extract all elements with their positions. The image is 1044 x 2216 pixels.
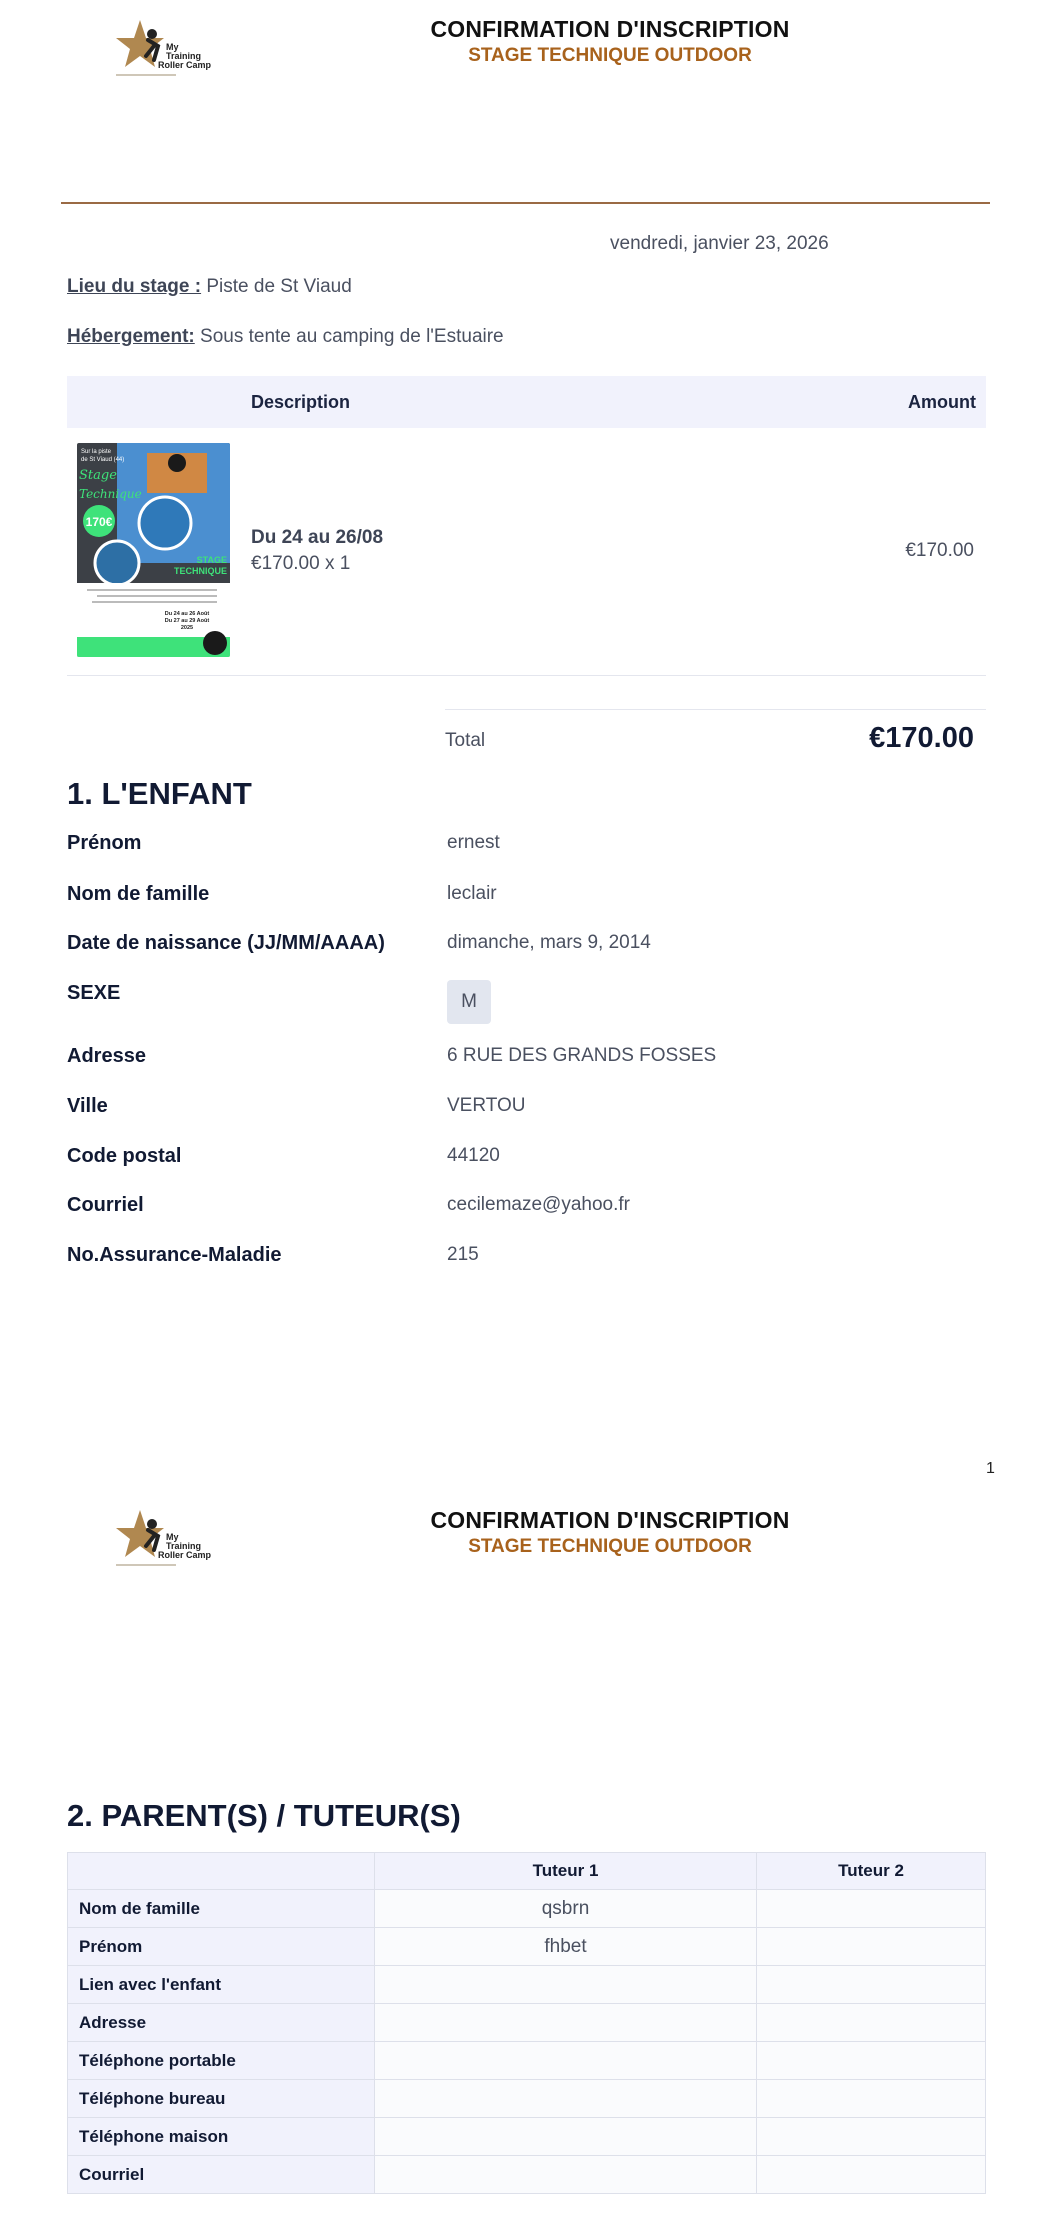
page-number: 1 [986, 1460, 995, 1477]
field-label-prenom: Prénom [67, 832, 142, 854]
table-row [68, 2118, 986, 2156]
row-t2-nom [757, 1890, 986, 1928]
row-t1-adresse [375, 2004, 757, 2042]
section-title-enfant: 1. L'ENFANT [67, 776, 252, 811]
field-label-code-postal: Code postal [67, 1145, 182, 1167]
row-label-nom: Nom de famille [68, 1890, 375, 1928]
poster-date-1: Du 24 au 26 Août [164, 611, 210, 617]
parents-table-header [68, 1853, 986, 1890]
total-divider [445, 709, 986, 710]
document-subtitle: STAGE TECHNIQUE OUTDOOR [468, 45, 752, 66]
col-amount: Amount [908, 392, 976, 412]
row-label-tel-portable: Téléphone portable [68, 2042, 375, 2080]
field-value-sexe-chip: M [447, 980, 491, 1024]
item-price-qty: €170.00 x 1 [251, 553, 351, 574]
poster-technique: Technique [79, 487, 142, 501]
lieu-du-stage [67, 276, 352, 298]
row-t1-prenom: fhbet [375, 1928, 757, 1966]
poster-line-2: de St Viaud (44) [81, 457, 125, 463]
row-label-tel-bureau: Téléphone bureau [68, 2080, 375, 2118]
field-value-ville: VERTOU [447, 1095, 526, 1116]
row-label-courriel: Courriel [68, 2156, 375, 2194]
row-label-prenom: Prénom [68, 1928, 375, 1966]
table-row [68, 2004, 986, 2042]
row-t1-courriel [375, 2156, 757, 2194]
field-value-date-naissance: dimanche, mars 9, 2014 [447, 932, 651, 953]
hebergement [67, 326, 504, 348]
logo-text-3: Roller Camp [158, 60, 212, 70]
row-t2-tel-maison [757, 2118, 986, 2156]
row-t2-courriel [757, 2156, 986, 2194]
document-title-page-2: CONFIRMATION D'INSCRIPTION [430, 1507, 790, 1533]
item-title: Du 24 au 26/08 [251, 527, 384, 548]
row-label-lien: Lien avec l'enfant [68, 1966, 375, 2004]
parents-table [67, 1852, 986, 2194]
document-date: vendredi, janvier 23, 2026 [610, 233, 829, 254]
row-t1-tel-maison [375, 2118, 757, 2156]
row-t2-tel-bureau [757, 2080, 986, 2118]
logo-text-1: My [166, 42, 179, 52]
col-description: Description [251, 392, 351, 412]
document-title: CONFIRMATION D'INSCRIPTION [430, 16, 790, 42]
col-tuteur-1: Tuteur 1 [375, 1853, 757, 1890]
field-label-assurance: No.Assurance-Maladie [67, 1244, 282, 1266]
row-label-adresse: Adresse [68, 2004, 375, 2042]
poster-stage: Stage [79, 468, 117, 483]
document-title-block-page-2 [380, 1507, 840, 1558]
table-row [68, 2042, 986, 2080]
lieu-label: Lieu du stage : [67, 276, 202, 297]
row-t1-nom: qsbrn [375, 1890, 757, 1928]
logo-text-2: Training [166, 51, 202, 61]
row-t1-lien [375, 1966, 757, 2004]
row-t2-adresse [757, 2004, 986, 2042]
row-t1-tel-bureau [375, 2080, 757, 2118]
poster-price: 170€ [85, 515, 113, 529]
document-title-block [380, 16, 840, 67]
total-value: €170.00 [869, 722, 974, 754]
product-table-header [67, 376, 986, 428]
logo2-text-3: Roller Camp [158, 1550, 212, 1560]
field-label-date-naissance: Date de naissance (JJ/MM/AAAA) [67, 932, 385, 954]
field-value-prenom: ernest [447, 832, 500, 853]
poster-technique-2: TECHNIQUE [173, 566, 227, 576]
product-divider [67, 675, 986, 676]
stage-poster-image [77, 443, 230, 657]
field-value-courriel: cecilemaze@yahoo.fr [447, 1194, 630, 1215]
field-label-nom: Nom de famille [67, 883, 210, 905]
field-value-code-postal: 44120 [447, 1145, 500, 1166]
row-t2-prenom [757, 1928, 986, 1966]
header-rule [61, 202, 990, 204]
row-t2-tel-portable [757, 2042, 986, 2080]
poster-line-1: Sur la piste [81, 449, 112, 455]
lieu-value: Piste de St Viaud [206, 276, 352, 297]
field-label-ville: Ville [67, 1095, 108, 1117]
logo [108, 16, 218, 88]
table-row [68, 1890, 986, 1928]
row-t1-tel-portable [375, 2042, 757, 2080]
field-label-adresse: Adresse [67, 1045, 146, 1067]
logo2-text-1: My [166, 1532, 179, 1542]
section-title-parents: 2. PARENT(S) / TUTEUR(S) [67, 1798, 461, 1833]
table-row [68, 1966, 986, 2004]
field-label-sexe: SEXE [67, 982, 121, 1004]
item-amount: €170.00 [905, 540, 974, 561]
hebergement-value: Sous tente au camping de l'Estuaire [200, 326, 504, 347]
row-t2-lien [757, 1966, 986, 2004]
poster-date-2: Du 27 au 29 Août [164, 618, 210, 624]
col-tuteur-2: Tuteur 2 [757, 1853, 986, 1890]
total-label: Total [445, 730, 486, 751]
poster-year: 2025 [180, 625, 194, 631]
hebergement-label: Hébergement: [67, 326, 195, 347]
table-row [68, 1928, 986, 1966]
poster-stage-2: STAGE [196, 555, 227, 565]
field-value-adresse: 6 RUE DES GRANDS FOSSES [447, 1045, 717, 1066]
document-subtitle-page-2: STAGE TECHNIQUE OUTDOOR [468, 1536, 752, 1557]
row-label-tel-maison: Téléphone maison [68, 2118, 375, 2156]
field-label-courriel: Courriel [67, 1194, 144, 1216]
table-row [68, 2080, 986, 2118]
logo-page-2 [108, 1506, 218, 1578]
logo2-text-2: Training [166, 1541, 202, 1551]
table-row [68, 2156, 986, 2194]
header-empty [68, 1853, 375, 1890]
field-value-assurance: 215 [447, 1244, 479, 1265]
field-value-nom: leclair [447, 883, 497, 904]
